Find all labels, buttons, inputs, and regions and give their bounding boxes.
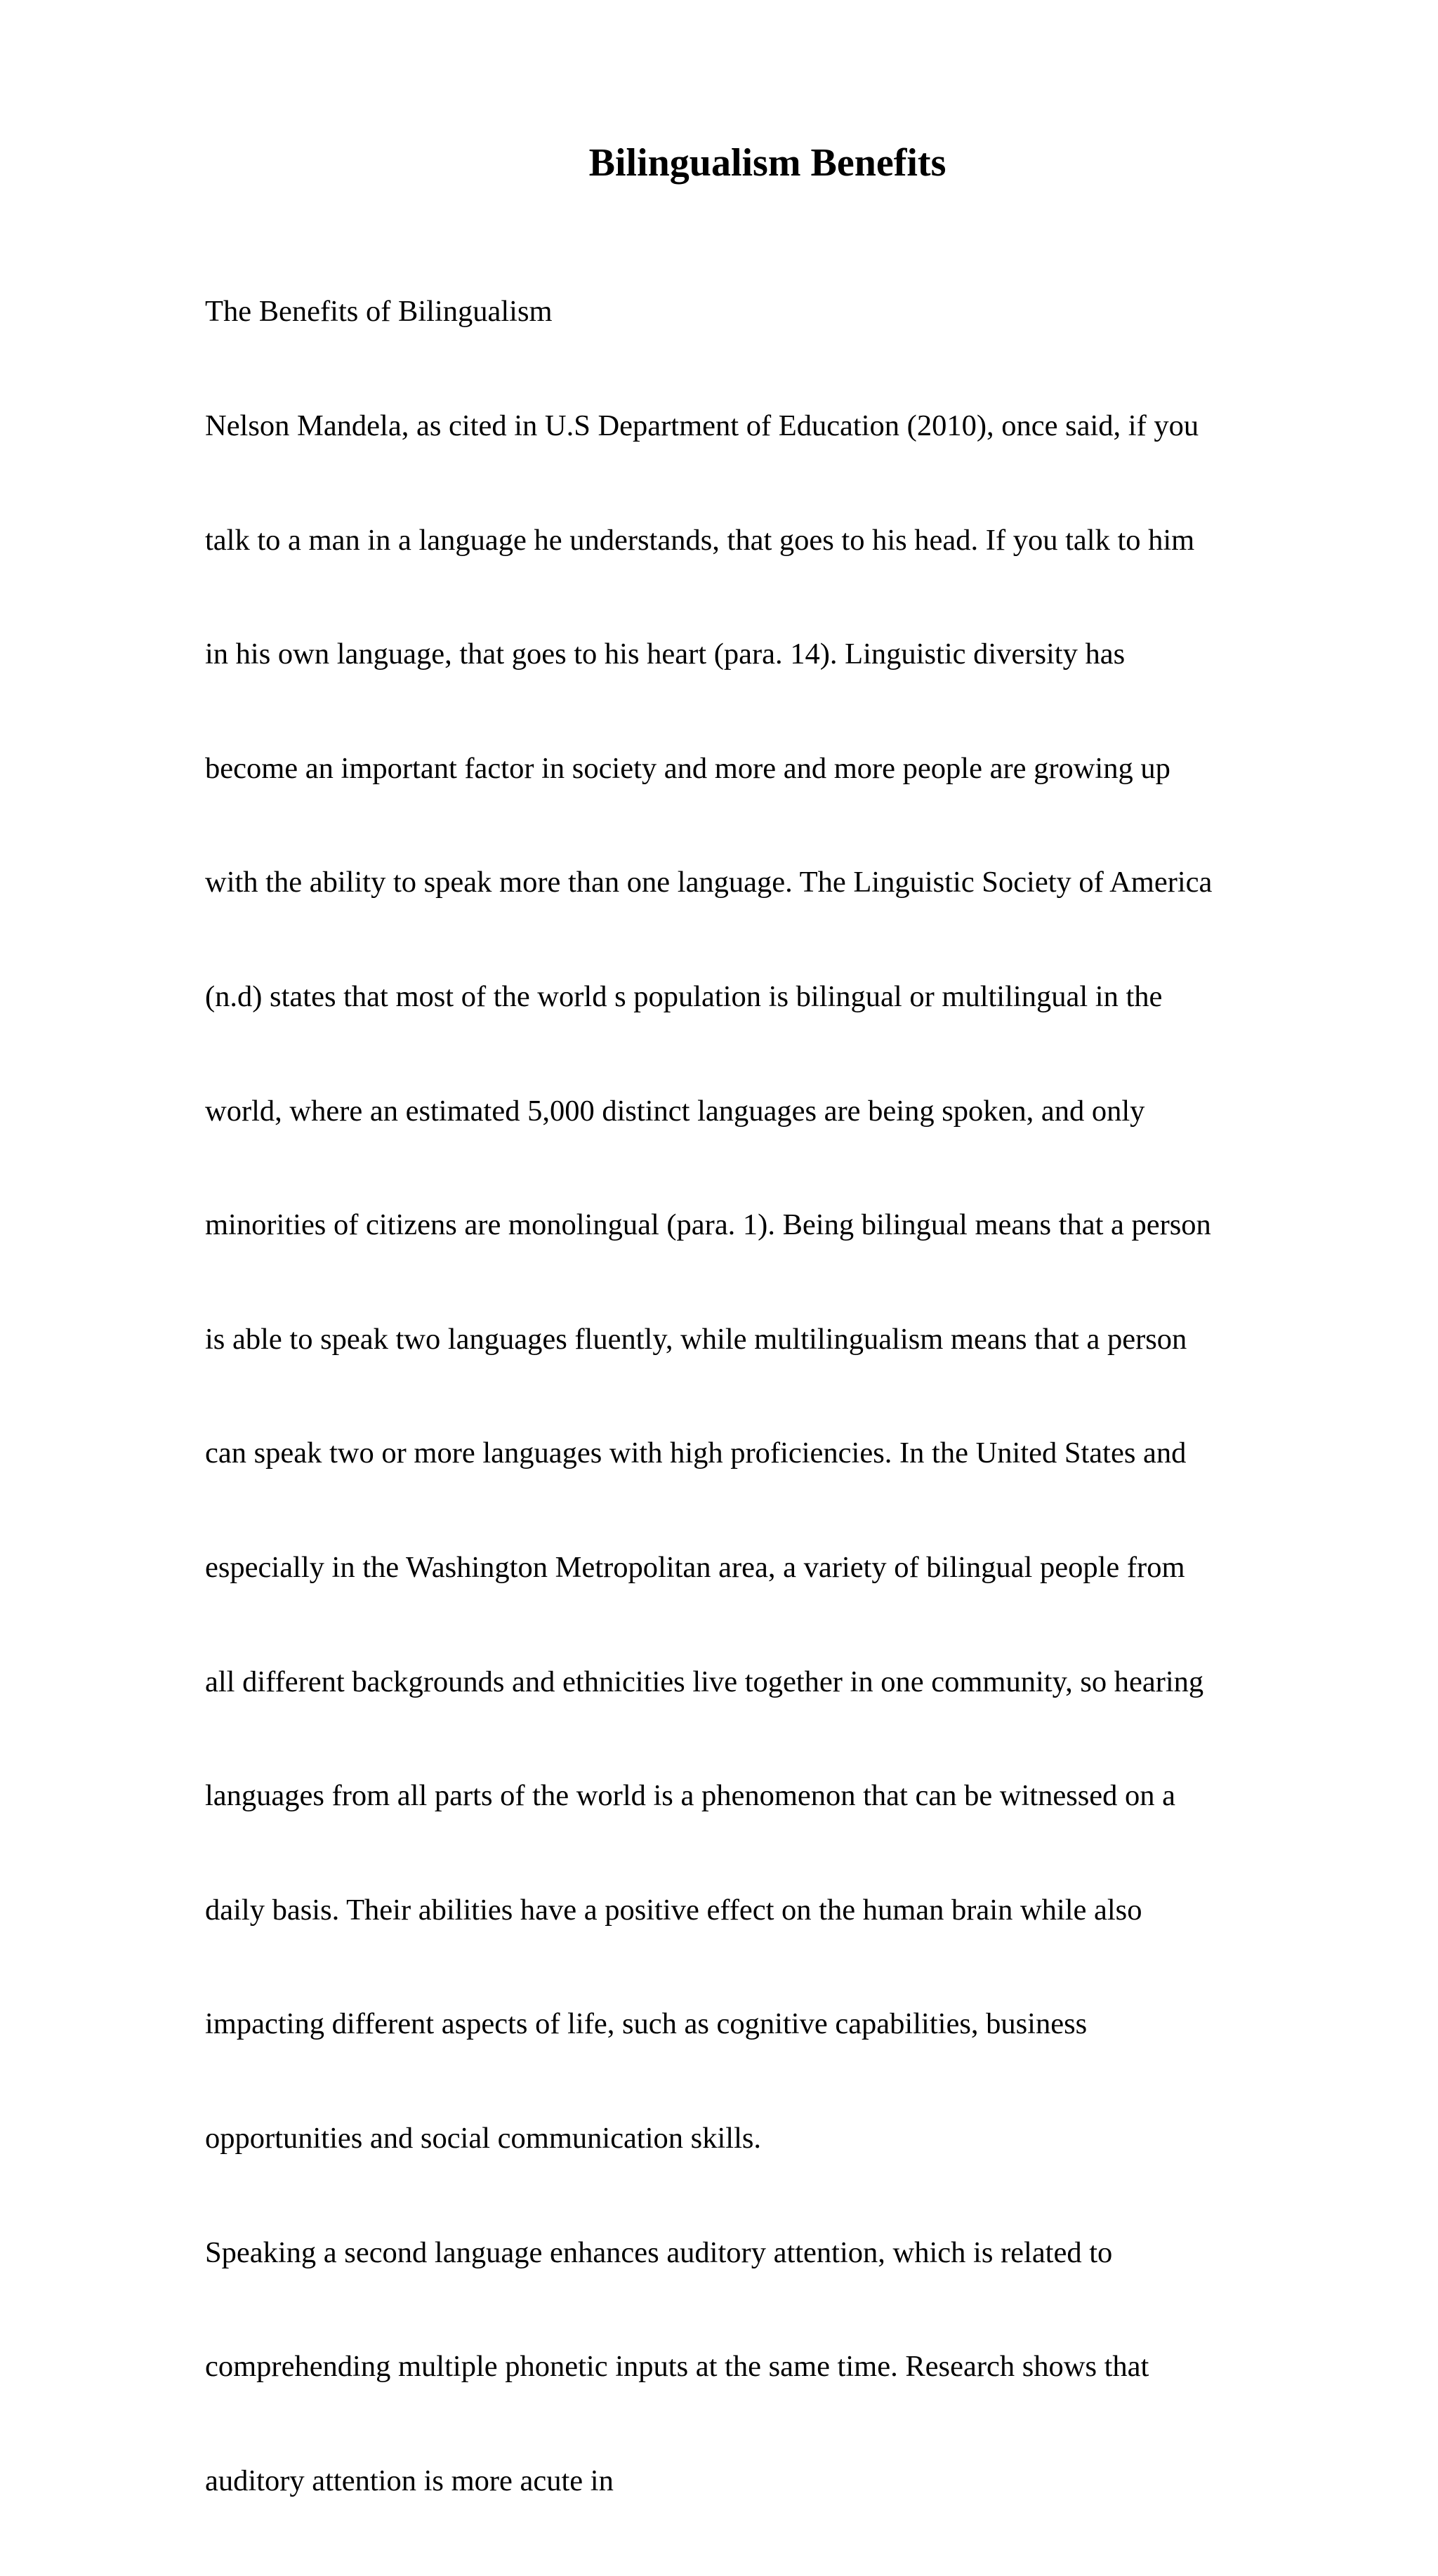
text-line: become an important factor in society and more and more people are growing up <box>205 751 1170 785</box>
text-line: talk to a man in a language he understands, that goes to his head. If you talk to him <box>205 523 1195 557</box>
text-line: auditory attention is more acute in <box>205 2464 614 2497</box>
text-line: opportunities and social communication skills. <box>205 2121 762 2155</box>
document-body <box>205 217 1321 2576</box>
text-line: The Benefits of Bilingualism <box>205 295 553 329</box>
text-line: impacting different aspects of life, such as cognitive capabilities, business <box>205 2007 1088 2041</box>
text-line: all different backgrounds and ethnicities live together in one community, so hearing <box>205 1665 1204 1698</box>
text-line: especially in the Washington Metropolitan area, a variety of bilingual people from <box>205 1550 1185 1584</box>
text-line: daily basis. Their abilities have a positive effect on the human brain while also <box>205 1893 1142 1927</box>
text-line: comprehending multiple phonetic inputs at the same time. Research shows that <box>205 2350 1149 2384</box>
text-line: Nelson Mandela, as cited in U.S Department of Education (2010), once said, if you <box>205 409 1199 442</box>
text-line: (n.d) states that most of the world s population is bilingual or multilingual in the <box>205 979 1163 1013</box>
text-line: world, where an estimated 5,000 distinct languages are being spoken, and only <box>205 1094 1145 1128</box>
text-line: in his own language, that goes to his heart (para. 14). Linguistic diversity has <box>205 638 1126 671</box>
text-line: is able to speak two languages fluently, while multilingualism means that a person <box>205 1322 1187 1356</box>
text-line: can speak two or more languages with high proficiencies. In the United States and <box>205 1436 1187 1470</box>
text-line: Speaking a second language enhances auditory attention, which is related to <box>205 2235 1113 2269</box>
text-line: with the ability to speak more than one language. The Linguistic Society of America <box>205 866 1213 899</box>
text-line: languages from all parts of the world is a phenomenon that can be witnessed on a <box>205 1779 1176 1813</box>
text-line: minorities of citizens are monolingual (para. 1). Being bilingual means that a person <box>205 1208 1211 1242</box>
document-title: Bilingualism Benefits <box>588 141 946 185</box>
